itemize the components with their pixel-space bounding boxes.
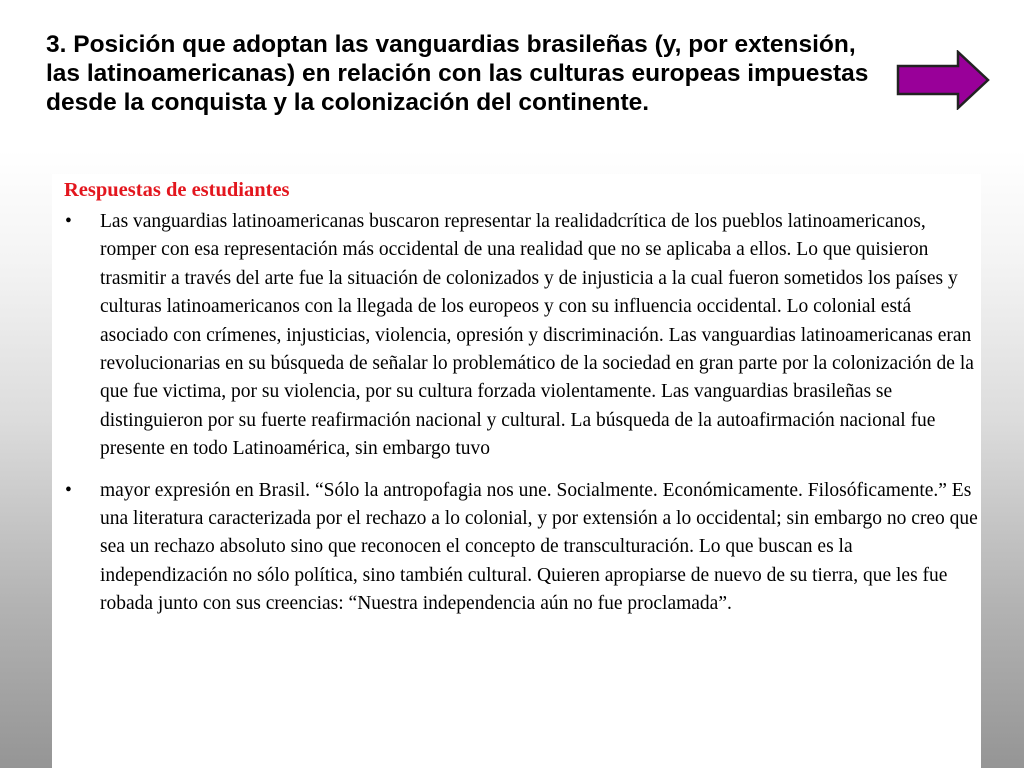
next-slide-button[interactable] — [896, 50, 990, 110]
answer-item — [64, 477, 981, 619]
answer-item — [64, 208, 981, 464]
answer-text: Las vanguardias latinoamericanas buscaron representar la realidadcrítica de los pueblos latinoamericanos, romper con esa representación más occidental de una realidad que no se aplicaba a ellos. Lo que quisieron trasmitir a través del arte fue la situación de colonizados y de injusticia a la cual fueron sometidos los países y culturas latinoamericanos con la llegada de los europeos y con su influencia occidental. Lo colonial está asociado con crímenes, injusticias, violencia, opresión y discriminación. Las vanguardias latinoamericanas eran revolucionarias en su búsqueda de señalar lo problemático de la sociedad en gran parte por la colonización de la que fue victima, por su violencia, por su cultura forzada violentamente. Las vanguardias brasileñas se distinguieron por su fuerte reafirmación nacional y cultural. La búsqueda de la autoafirmación nacional fue presente en todo Latinoamérica, sin embargo tuvo — [100, 211, 974, 460]
answer-text: mayor expresión en Brasil. “Sólo la antropofagia nos une. Socialmente. Económicamente. Filosóficamente.” Es una literatura caracterizada por el rechazo a lo colonial, y por extensión a lo occidental; sin embargo no creo que sea un rechazo absoluto sino que reconocen el concepto de transculturación. Lo que buscan es la independización no sólo política, sino también cultural. Quieren apropiarse de nuevo de su tierra, que les fue robada junto con sus creencias: “Nuestra independencia aún no fue proclamada”. — [100, 479, 978, 615]
answers-panel — [52, 174, 981, 768]
answer-list — [64, 208, 981, 619]
section-heading: Respuestas de estudiantes — [64, 179, 290, 201]
bullet-icon: • — [65, 211, 72, 232]
bullet-icon: • — [65, 479, 72, 501]
slide-title: 3. Posición que adoptan las vanguardias brasileñas (y, por extensión, las latinoamericanas) en relación con las culturas europeas impuestas desde la conquista y la colonización del continente. — [46, 31, 869, 116]
right-arrow-icon — [896, 50, 990, 110]
